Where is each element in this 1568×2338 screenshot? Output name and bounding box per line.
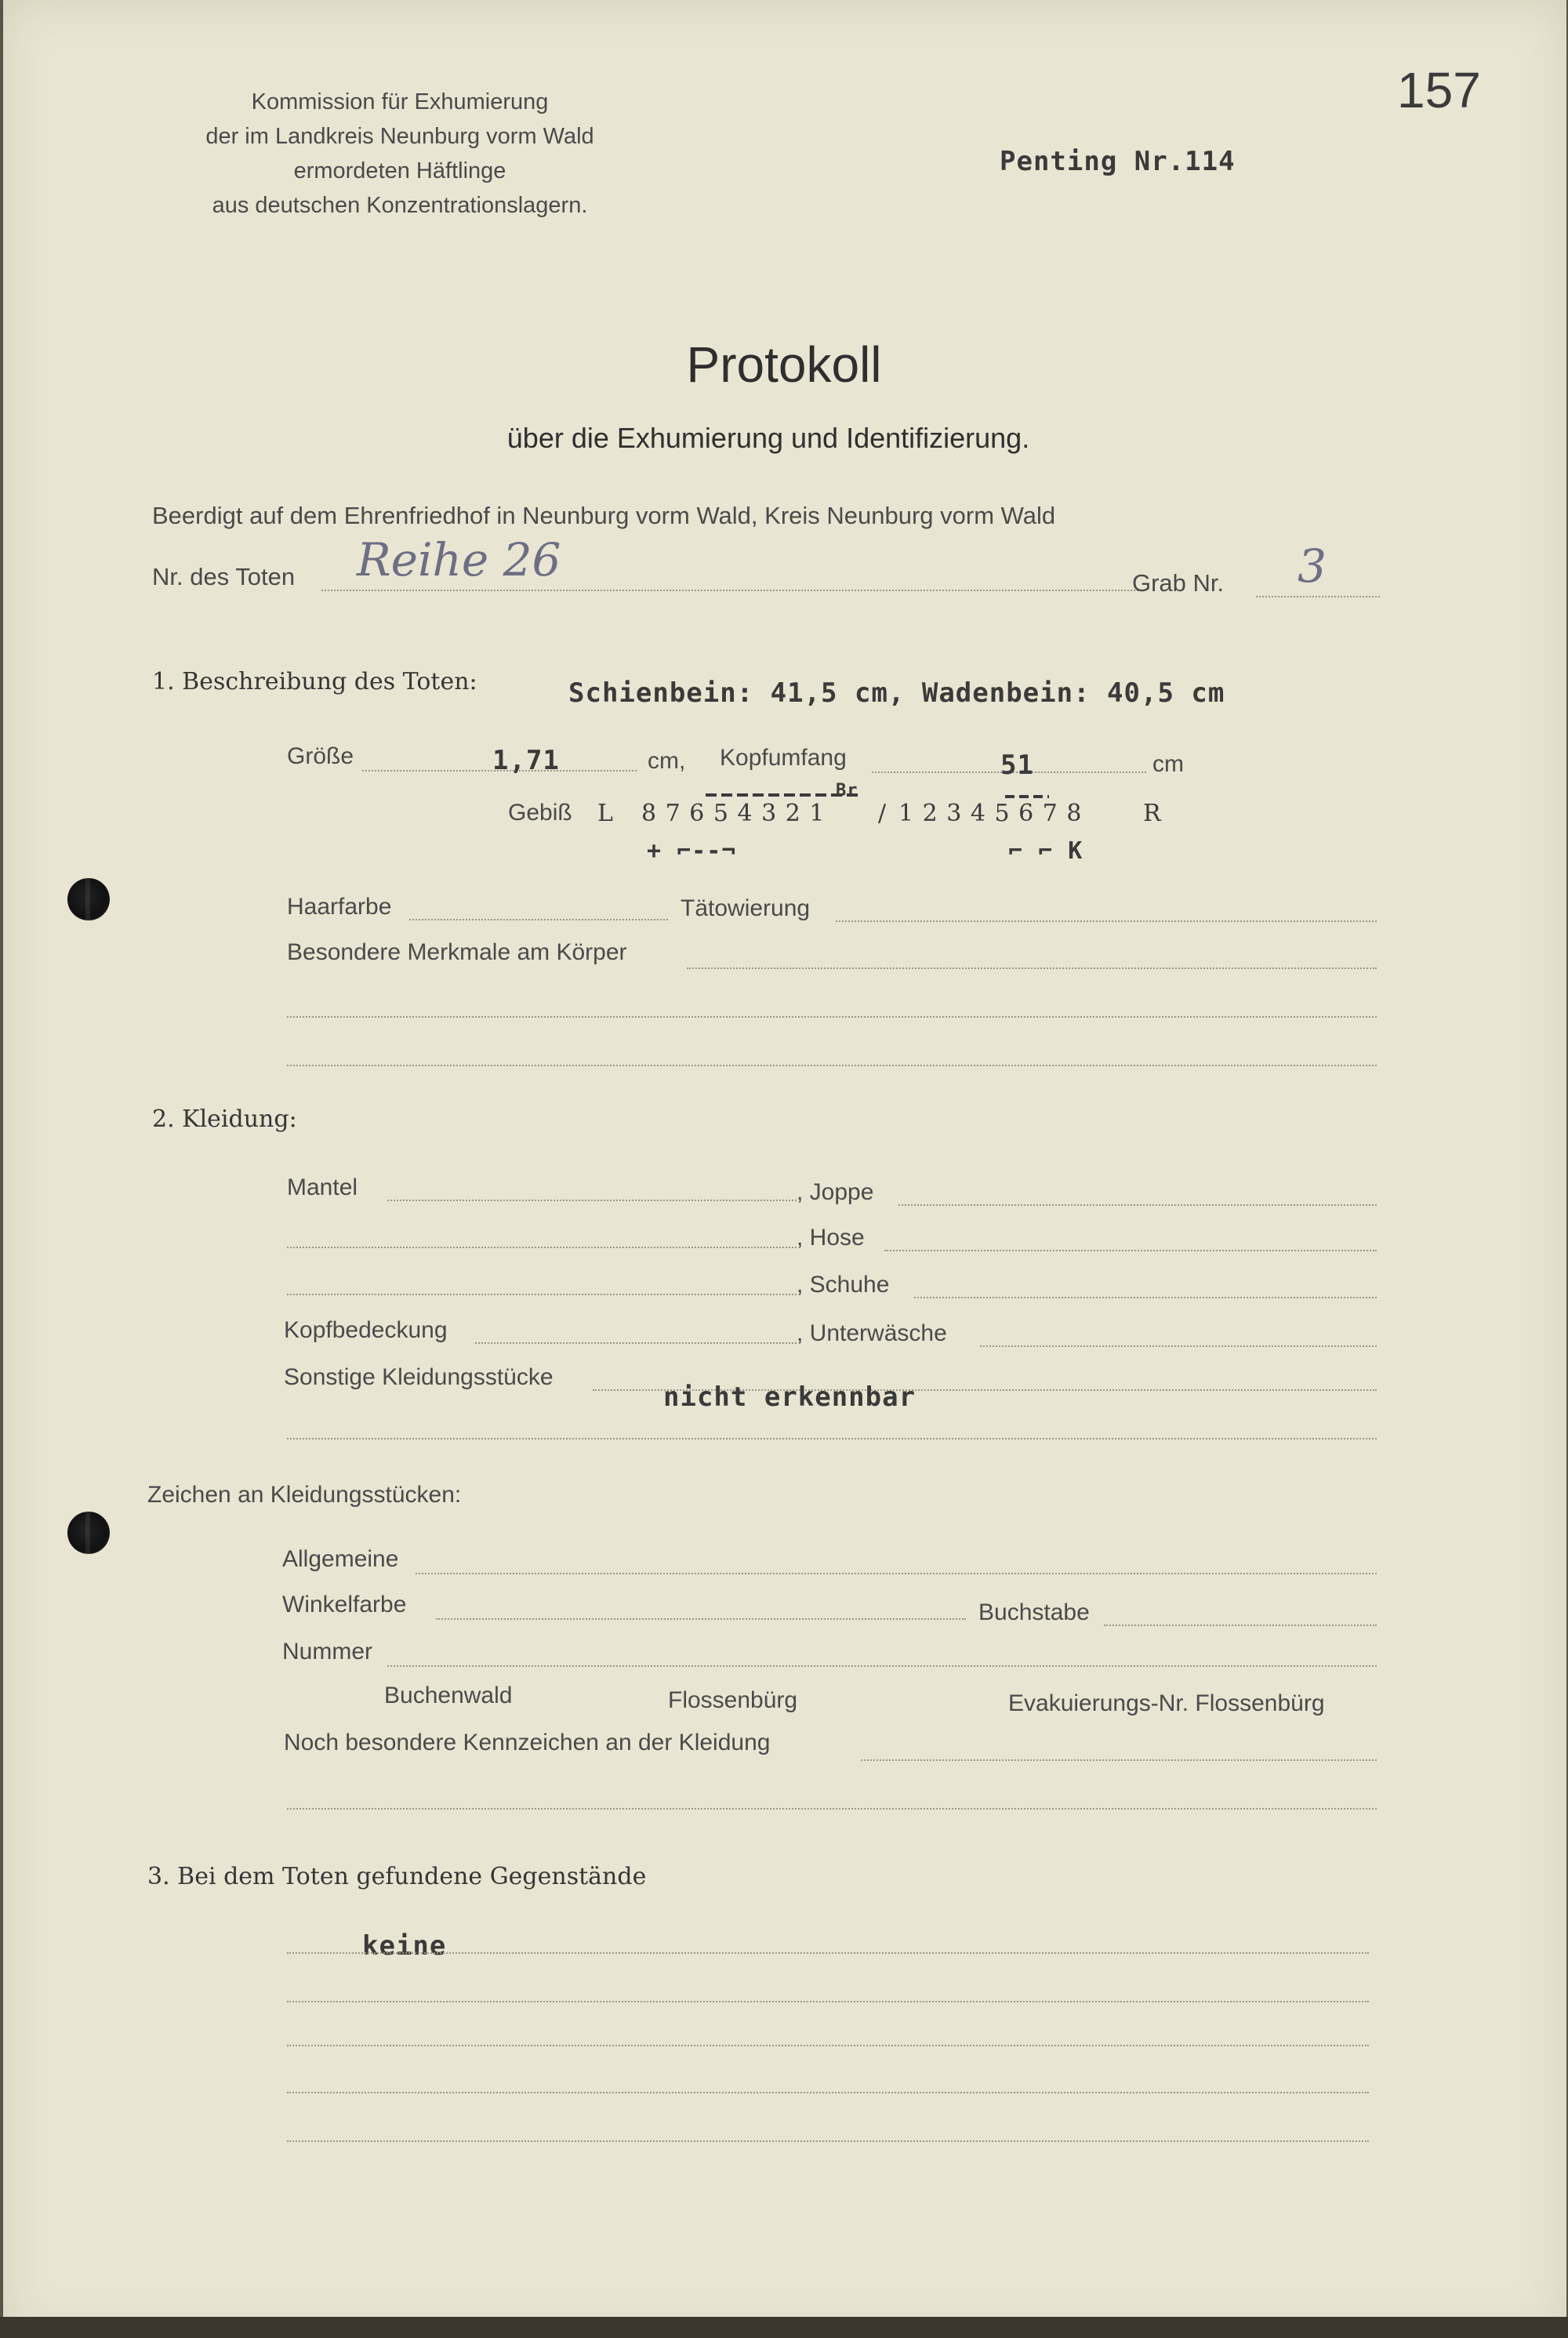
dead-no-value: Reihe 26	[357, 533, 561, 586]
teeth-left-marker: L	[597, 800, 613, 827]
dotted-line	[1104, 1625, 1377, 1626]
dotted-line	[287, 1808, 1377, 1810]
height-unit: cm,	[648, 748, 686, 774]
teeth-separator: /	[878, 800, 887, 827]
teeth-left-marks: + ⌐--¬	[647, 837, 737, 865]
teeth-right-quadrant: 1 2 3 4 5 6 7 8	[898, 800, 1083, 827]
coat-label: Mantel	[287, 1174, 358, 1200]
number-label: Nummer	[282, 1639, 373, 1665]
letter-label: Buchstabe	[978, 1599, 1090, 1625]
grave-no-value: 3	[1298, 539, 1327, 593]
burial-line: Beerdigt auf dem Ehrenfriedhof in Neunburg vorm Wald, Kreis Neunburg vorm Wald	[152, 502, 1056, 529]
dotted-line	[436, 1618, 966, 1620]
evacuation-number-label: Evakuierungs-Nr. Flossenbürg	[1008, 1690, 1325, 1716]
triangle-color-label: Winkelfarbe	[282, 1592, 407, 1617]
page-number: 157	[1397, 62, 1481, 118]
trousers-label: , Hose	[797, 1225, 865, 1251]
section-3-heading: 3. Bei dem Toten gefundene Gegenstände	[147, 1863, 647, 1890]
dotted-line	[287, 1065, 1377, 1066]
hair-color-label: Haarfarbe	[287, 894, 392, 920]
dotted-line	[387, 1200, 797, 1201]
clothing-marks-heading: Zeichen an Kleidungsstücken:	[147, 1482, 462, 1508]
shoes-label: , Schuhe	[797, 1272, 890, 1298]
dotted-line	[861, 1759, 1377, 1761]
tattoo-label: Tätowierung	[681, 895, 811, 921]
height-label: Größe	[287, 743, 354, 769]
dead-no-label: Nr. des Toten	[152, 563, 296, 590]
dotted-line	[687, 968, 1377, 969]
grave-no-label: Grab Nr.	[1132, 569, 1225, 597]
head-circumference-unit: cm	[1152, 751, 1184, 777]
dotted-line	[898, 1204, 1377, 1206]
dotted-line	[287, 2140, 1369, 2142]
dotted-line	[287, 1438, 1377, 1439]
dotted-line	[416, 1573, 1377, 1574]
reference-number: Penting Nr.114	[1000, 146, 1236, 177]
other-clothing-value: nicht erkennbar	[663, 1381, 916, 1413]
dotted-line	[287, 2045, 1369, 2046]
section-2-heading: 2. Kleidung:	[152, 1105, 297, 1133]
dotted-line	[287, 2001, 1369, 2002]
dotted-line	[884, 1250, 1377, 1251]
dotted-line	[836, 920, 1377, 922]
camp-buchenwald: Buchenwald	[384, 1683, 513, 1708]
found-items-value: keine	[362, 1930, 447, 1962]
headwear-label: Kopfbedeckung	[284, 1317, 448, 1343]
other-clothing-label: Sonstige Kleidungsstücke	[284, 1364, 554, 1390]
dotted-line	[287, 1952, 1369, 1954]
section-1-heading: 1. Beschreibung des Toten:	[152, 668, 477, 695]
page-subtitle: über die Exhumierung und Identifizierung.	[506, 422, 1030, 454]
head-circumference-value: 51	[1000, 750, 1034, 781]
dotted-line	[475, 1342, 797, 1344]
head-circumference-label: Kopfumfang	[720, 745, 847, 771]
teeth-left-quadrant: 8 7 6 5 4 3 2 1	[641, 800, 826, 827]
more-marks-label: Noch besondere Kennzeichen an der Kleidung	[284, 1730, 771, 1755]
jacket-label: , Joppe	[797, 1179, 874, 1205]
camp-flossenbuerg: Flossenbürg	[668, 1687, 798, 1713]
commission-line: ermordeten Häftlinge	[293, 158, 506, 183]
teeth-right-marker: R	[1143, 800, 1161, 827]
dotted-line	[980, 1345, 1377, 1347]
dotted-line	[914, 1297, 1377, 1298]
commission-line: der im Landkreis Neunburg vorm Wald	[205, 124, 594, 149]
dotted-line	[287, 1016, 1377, 1018]
teeth-label: Gebiß	[508, 800, 572, 826]
dotted-line	[287, 2092, 1369, 2093]
dotted-line	[287, 1294, 797, 1295]
dotted-line	[287, 1247, 797, 1248]
teeth-bridge-note: Br	[836, 781, 858, 801]
height-value: 1,71	[492, 745, 560, 776]
commission-line: Kommission für Exhumierung	[251, 89, 549, 114]
teeth-right-marks: ⌐ ⌐ K	[1008, 837, 1083, 865]
body-features-label: Besondere Merkmale am Körper	[287, 939, 627, 965]
page-title: Protokoll	[686, 336, 882, 393]
dotted-line	[387, 1665, 1377, 1667]
bone-measurements: Schienbein: 41,5 cm, Wadenbein: 40,5 cm	[568, 677, 1225, 709]
general-label: Allgemeine	[282, 1546, 399, 1572]
underwear-label: , Unterwäsche	[797, 1320, 947, 1346]
dotted-line	[409, 919, 668, 920]
commission-line: aus deutschen Konzentrationslagern.	[212, 193, 588, 218]
